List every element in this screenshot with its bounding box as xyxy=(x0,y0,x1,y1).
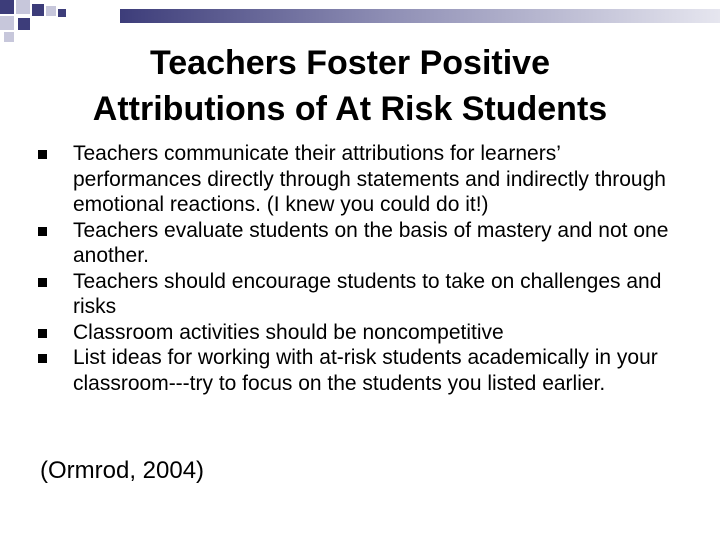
decor-square xyxy=(16,0,30,14)
decor-square xyxy=(18,18,30,30)
decor-square xyxy=(0,0,14,14)
bullet-text: Teachers evaluate students on the basis of mastery and not one another. xyxy=(73,218,669,267)
list-item xyxy=(38,320,688,346)
decor-square xyxy=(32,4,44,16)
bullet-text: List ideas for working with at-risk students academically in your classroom---try to focus on the students you listed earlier. xyxy=(73,346,658,395)
square-bullet-icon xyxy=(38,329,47,338)
bullet-text: Classroom activities should be noncompetitive xyxy=(73,320,504,344)
list-item xyxy=(38,269,688,320)
bullet-text: Teachers should encourage students to take on challenges and risks xyxy=(73,269,662,318)
bullet-text: Teachers communicate their attributions for learners’ performances directly through statements and indirectly through emotional reactions. (I knew you could do it!) xyxy=(73,142,666,216)
title-line-1: Teachers Foster Positive xyxy=(150,44,550,82)
title-line-2: Attributions of At Risk Students xyxy=(92,90,608,128)
decor-square xyxy=(58,9,66,17)
list-item xyxy=(38,218,688,269)
bullet-list xyxy=(38,141,688,396)
square-bullet-icon xyxy=(38,278,47,287)
decor-square xyxy=(46,6,56,16)
list-item xyxy=(38,345,688,396)
square-bullet-icon xyxy=(38,227,47,236)
list-item xyxy=(38,141,688,218)
decor-square xyxy=(4,32,14,42)
slide-title xyxy=(20,40,680,132)
citation: (Ormrod, 2004) xyxy=(40,457,205,484)
square-bullet-icon xyxy=(38,354,47,363)
header-gradient-bar xyxy=(120,9,720,23)
square-bullet-icon xyxy=(38,150,47,159)
decor-square xyxy=(0,16,14,30)
